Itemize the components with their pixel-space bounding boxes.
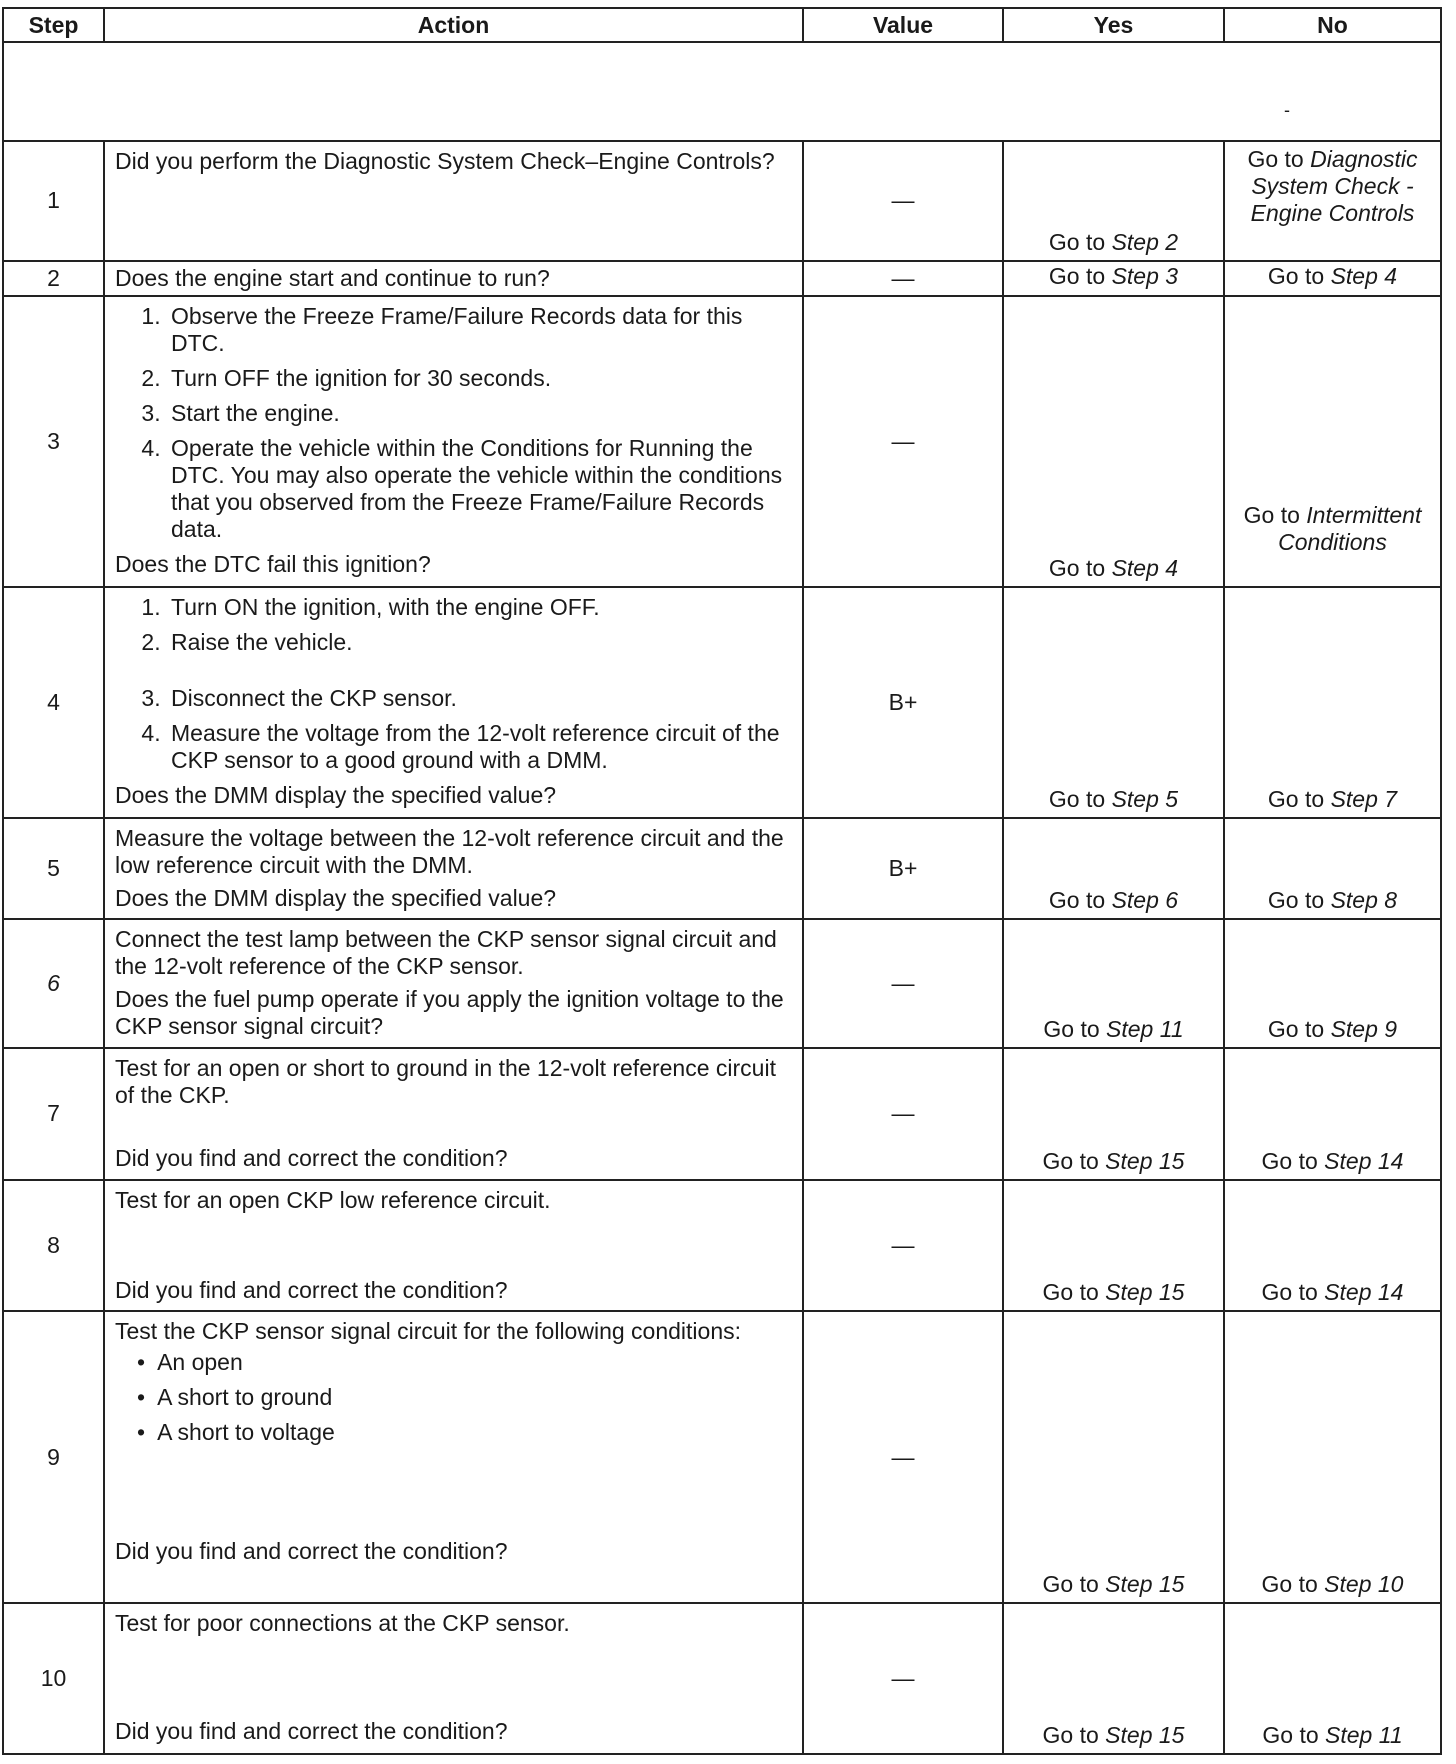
no-step-link[interactable]: Step 14 <box>1324 1147 1404 1174</box>
no-ref-line-2[interactable]: Conditions <box>1278 529 1387 556</box>
no-ref-line-3[interactable]: Engine Controls <box>1250 199 1415 226</box>
value-cell: — <box>803 1603 1003 1754</box>
step-number: 7 <box>3 1048 104 1180</box>
action-cell <box>104 587 803 817</box>
blank-row-cell <box>3 42 1441 141</box>
no-cell <box>1224 296 1441 587</box>
step-number: 1 <box>3 141 104 262</box>
go-to-prefix: Go to <box>1261 1571 1318 1598</box>
action-question: Did you find and correct the condition? <box>115 1718 508 1745</box>
value-cell: — <box>803 261 1003 296</box>
no-ref-line-2[interactable]: System Check - <box>1251 172 1414 199</box>
action-text: Test the CKP sensor signal circuit for the following conditions: <box>115 1318 741 1345</box>
list-item: 2. Turn OFF the ignition for 30 seconds. <box>167 365 792 392</box>
action-question: Does the fuel pump operate if you apply the ignition voltage to the CKP sensor signal circuit? <box>115 986 784 1040</box>
yes-step-link[interactable]: Step 15 <box>1105 1147 1185 1174</box>
table-row <box>3 1311 1441 1603</box>
step-number: 6 <box>3 919 104 1048</box>
yes-cell <box>1003 141 1224 262</box>
header-no: No <box>1224 8 1441 42</box>
no-cell <box>1224 587 1441 817</box>
go-to-prefix: Go to <box>1048 263 1106 290</box>
step-number: 4 <box>3 587 104 817</box>
yes-step-link[interactable]: Step 5 <box>1111 785 1179 812</box>
header-yes: Yes <box>1003 8 1224 42</box>
go-to-prefix: Go to <box>1048 785 1106 812</box>
table-row <box>3 587 1441 817</box>
action-text: Connect the test lamp between the CKP sensor signal circuit and the 12-volt reference of the CKP sensor. <box>115 926 777 980</box>
no-cell <box>1224 1048 1441 1180</box>
action-cell <box>104 296 803 587</box>
table-row <box>3 296 1441 587</box>
no-cell <box>1224 1180 1441 1312</box>
action-text: Did you perform the Diagnostic System Check–Engine Controls? <box>115 147 775 174</box>
action-cell <box>104 1048 803 1180</box>
yes-step-link[interactable]: Step 11 <box>1106 1015 1184 1042</box>
list-item: 3. Start the engine. <box>167 400 792 427</box>
go-to-prefix: Go to <box>1043 1015 1100 1042</box>
yes-step-link[interactable]: Step 4 <box>1111 555 1179 582</box>
step-number: 5 <box>3 818 104 920</box>
list-item: • An open <box>159 1349 792 1376</box>
action-question: Did you find and correct the condition? <box>115 1144 508 1171</box>
action-cell <box>104 141 803 262</box>
no-cell <box>1224 261 1441 296</box>
yes-step-link[interactable]: Step 15 <box>1105 1571 1185 1598</box>
value-cell: B+ <box>803 587 1003 817</box>
no-cell <box>1224 818 1441 920</box>
step-number: 2 <box>3 261 104 296</box>
no-ref-line-1[interactable]: Intermittent <box>1306 502 1422 529</box>
action-text: Measure the voltage between the 12-volt reference circuit and the low reference circuit with the DMM. <box>115 824 784 878</box>
table-row <box>3 261 1441 296</box>
action-text: Test for an open or short to ground in the 12-volt reference circuit of the CKP. <box>115 1054 776 1108</box>
yes-cell <box>1003 919 1224 1048</box>
yes-cell <box>1003 1603 1224 1754</box>
action-text: Test for poor connections at the CKP sensor. <box>115 1610 570 1637</box>
action-cell <box>104 1603 803 1754</box>
go-to-prefix: Go to <box>1042 1147 1099 1174</box>
no-step-link[interactable]: Step 14 <box>1324 1279 1404 1306</box>
action-cell <box>104 919 803 1048</box>
diagnostic-table <box>2 7 1442 1755</box>
value-cell: — <box>803 1180 1003 1312</box>
conditions-list <box>115 1349 792 1446</box>
go-to-prefix: Go to <box>1048 229 1106 256</box>
yes-cell <box>1003 296 1224 587</box>
yes-cell <box>1003 1180 1224 1312</box>
list-item: • A short to ground <box>159 1384 792 1411</box>
go-to-prefix: Go to <box>1042 1722 1099 1748</box>
step-number: 8 <box>3 1180 104 1312</box>
go-to-prefix: Go to <box>1267 887 1325 914</box>
yes-step-link[interactable]: Step 15 <box>1105 1722 1185 1748</box>
no-ref-line-1[interactable]: Diagnostic <box>1310 145 1418 172</box>
action-text: Does the engine start and continue to run? <box>115 265 550 292</box>
yes-step-link[interactable]: Step 2 <box>1111 229 1179 256</box>
no-step-link[interactable]: Step 9 <box>1330 1015 1398 1042</box>
step-number: 3 <box>3 296 104 587</box>
no-step-link[interactable]: Step 10 <box>1324 1571 1404 1598</box>
go-to-prefix: Go to <box>1267 1015 1325 1042</box>
no-step-link[interactable]: Step 8 <box>1330 887 1398 914</box>
yes-cell <box>1003 587 1224 817</box>
table-row <box>3 1603 1441 1754</box>
go-to-prefix: Go to <box>1262 1722 1319 1748</box>
no-step-link[interactable]: Step 4 <box>1330 263 1398 290</box>
table-row <box>3 818 1441 920</box>
yes-step-link[interactable]: Step 6 <box>1111 887 1179 914</box>
action-text: Test for an open CKP low reference circuit. <box>115 1186 551 1213</box>
header-value: Value <box>803 8 1003 42</box>
value-cell: — <box>803 919 1003 1048</box>
action-steps-list <box>115 594 792 774</box>
table-row <box>3 1048 1441 1180</box>
value-cell: — <box>803 296 1003 587</box>
table-row <box>3 919 1441 1048</box>
action-cell <box>104 1180 803 1312</box>
action-question: Did you find and correct the condition? <box>115 1538 508 1565</box>
action-question: Does the DTC fail this ignition? <box>115 551 431 578</box>
header-step: Step <box>3 8 104 42</box>
no-cell <box>1224 1603 1441 1754</box>
yes-cell <box>1003 1048 1224 1180</box>
action-cell <box>104 1311 803 1603</box>
table-row <box>3 141 1441 262</box>
no-cell <box>1224 1311 1441 1603</box>
list-item: 4. Measure the voltage from the 12-volt reference circuit of the CKP sensor to a good ground with a DMM. <box>167 720 792 774</box>
list-item: 1. Observe the Freeze Frame/Failure Records data for this DTC. <box>167 303 792 357</box>
go-to-prefix: Go to <box>1267 785 1325 812</box>
action-steps-list <box>115 303 792 543</box>
step-number: 10 <box>3 1603 104 1754</box>
go-to-prefix: Go to <box>1243 502 1300 529</box>
list-item: 1. Turn ON the ignition, with the engine OFF. <box>167 594 792 621</box>
go-to-prefix: Go to <box>1042 1571 1099 1598</box>
go-to-prefix: Go to <box>1247 145 1304 172</box>
action-cell <box>104 818 803 920</box>
list-item: • A short to voltage <box>159 1419 792 1446</box>
yes-step-link[interactable]: Step 3 <box>1111 263 1179 290</box>
table-row <box>3 1180 1441 1312</box>
no-cell <box>1224 141 1441 262</box>
blank-row-mark: - <box>1284 99 1290 120</box>
step-number: 9 <box>3 1311 104 1603</box>
go-to-prefix: Go to <box>1267 263 1325 290</box>
value-cell: B+ <box>803 818 1003 920</box>
go-to-prefix: Go to <box>1048 555 1106 582</box>
go-to-prefix: Go to <box>1048 887 1106 914</box>
no-step-link[interactable]: Step 7 <box>1330 785 1398 812</box>
value-cell: — <box>803 1048 1003 1180</box>
no-cell <box>1224 919 1441 1048</box>
yes-cell <box>1003 1311 1224 1603</box>
yes-step-link[interactable]: Step 15 <box>1105 1279 1185 1306</box>
action-question: Did you find and correct the condition? <box>115 1276 508 1303</box>
value-cell: — <box>803 141 1003 262</box>
header-row <box>3 8 1441 42</box>
go-to-prefix: Go to <box>1042 1279 1099 1306</box>
yes-cell <box>1003 818 1224 920</box>
value-cell: — <box>803 1311 1003 1603</box>
list-item: 3. Disconnect the CKP sensor. <box>167 685 792 712</box>
list-item: 4. Operate the vehicle within the Conditions for Running the DTC. You may also operate the vehicle within the conditions that you observed from the Freeze Frame/Failure Records data. <box>167 435 792 543</box>
go-to-prefix: Go to <box>1261 1279 1318 1306</box>
blank-row <box>3 42 1441 141</box>
header-action: Action <box>104 8 803 42</box>
yes-cell <box>1003 261 1224 296</box>
no-step-link[interactable]: Step 11 <box>1325 1722 1403 1748</box>
action-question: Does the DMM display the specified value? <box>115 782 557 809</box>
action-question: Does the DMM display the specified value? <box>115 884 557 911</box>
list-item: 2. Raise the vehicle. <box>167 629 792 656</box>
action-cell <box>104 261 803 296</box>
go-to-prefix: Go to <box>1261 1147 1318 1174</box>
